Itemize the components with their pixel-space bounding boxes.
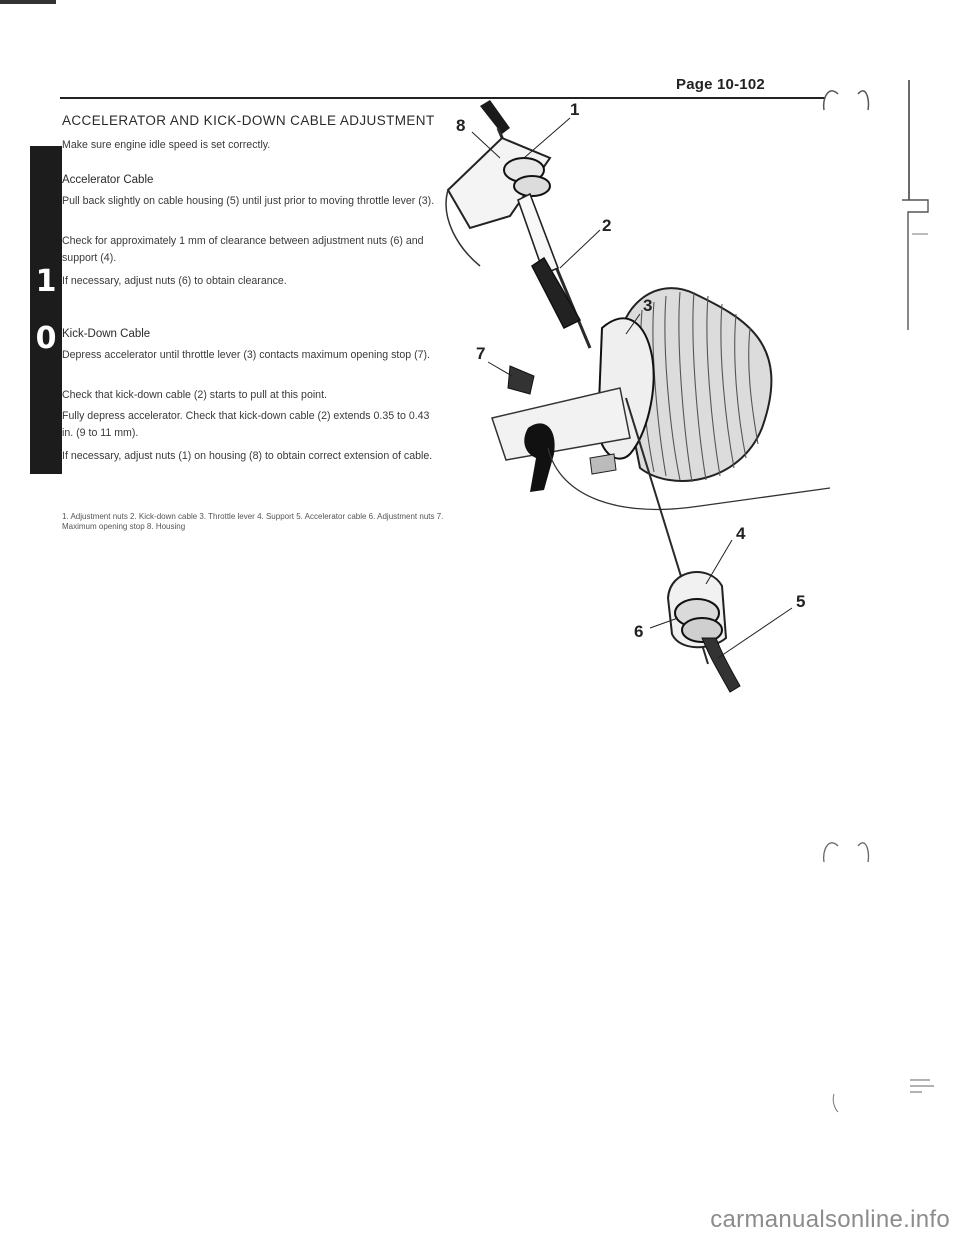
callout-label: 8 <box>456 116 466 135</box>
kickdown-step: Fully depress accelerator. Check that kick-down cable (2) extends 0.35 to 0.43 in. (9 to 11 mm). <box>62 410 430 439</box>
throttle-linkage-illustration <box>440 98 840 718</box>
callout-label: 6 <box>634 622 644 641</box>
callout-label: 1 <box>570 100 580 119</box>
section-title-kick-down-cable: Kick-Down Cable <box>62 328 151 340</box>
article-heading: ACCELERATOR AND KICK-DOWN CABLE ADJUSTMENT <box>62 113 435 128</box>
callout-label: 4 <box>736 524 746 543</box>
section-tab-digit: 0 <box>35 321 57 356</box>
maximum-opening-stop-screw <box>508 366 534 394</box>
kickdown-step: Depress accelerator until throttle lever (3) contacts maximum opening stop (7). <box>62 349 430 361</box>
section-tab-bar <box>30 146 62 474</box>
callout-label: 5 <box>796 592 806 611</box>
callout-label: 7 <box>476 344 486 363</box>
upper-adjustment-nut <box>514 176 550 196</box>
page-number: Page 10-102 <box>676 76 765 93</box>
upper-cable-end <box>480 100 510 134</box>
scan-margin-artifacts <box>810 80 950 1180</box>
callout-label: 3 <box>643 296 653 315</box>
accelerator-step: If necessary, adjust nuts (6) to obtain clearance. <box>62 275 287 287</box>
accelerator-step: Pull back slightly on cable housing (5) until just prior to moving throttle lever (3). <box>62 195 435 207</box>
lever-nut <box>590 454 616 474</box>
kickdown-step: Check that kick-down cable (2) starts to pull at this point. <box>62 389 327 401</box>
section-tab <box>0 146 62 474</box>
intro-paragraph: Make sure engine idle speed is set correctly. <box>62 139 271 151</box>
scan-edge-mark <box>0 0 56 4</box>
accelerator-cable-housing <box>702 638 740 692</box>
watermark: carmanualsonline.info <box>710 1206 950 1233</box>
figure-legend: 1. Adjustment nuts 2. Kick-down cable 3. Throttle lever 4. Support 5. Accelerator cable 6. Adjustment nuts 7. Maximum opening stop 8. Housing <box>62 512 444 531</box>
section-tab-digit: 1 <box>35 264 57 299</box>
callout-label: 2 <box>602 216 612 235</box>
section-title-accelerator-cable: Accelerator Cable <box>62 174 154 186</box>
accelerator-step: Check for approximately 1 mm of clearance between adjustment nuts (6) and support (4). <box>62 235 424 264</box>
binder-marks <box>810 80 950 1180</box>
kickdown-step: If necessary, adjust nuts (1) on housing (8) to obtain correct extension of cable. <box>62 450 433 462</box>
maximum-opening-stop-block <box>524 423 554 492</box>
